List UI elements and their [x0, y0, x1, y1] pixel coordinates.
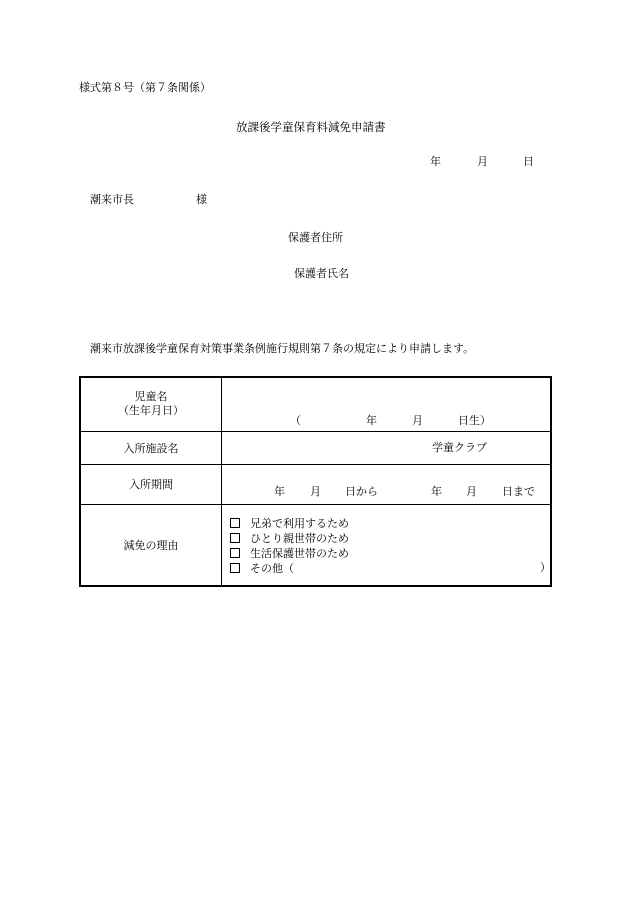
facility-row [80, 431, 551, 464]
from-day: 日から [345, 484, 378, 498]
reason-other-close-paren: ） [540, 560, 551, 574]
application-statement: 潮来市放課後学童保育対策事業条例施行規則第７条の規定により申請します。 [90, 342, 475, 355]
birth-month: 月 [412, 414, 423, 427]
facility-suffix: 学童クラブ [432, 440, 487, 454]
reason-row [80, 504, 551, 586]
birth-year: 年 [366, 414, 377, 427]
reason-option-other[interactable] [230, 561, 349, 576]
checkbox-icon[interactable] [230, 518, 240, 528]
date-day: 日 [523, 155, 534, 168]
child-name-label: 児童名 [134, 390, 168, 404]
period-label: 入所期間 [129, 478, 173, 491]
birth-open-paren: （ [290, 414, 301, 427]
facility-label-cell [80, 431, 222, 464]
reason-checkbox-list [230, 516, 349, 576]
facility-value-cell[interactable] [222, 431, 552, 464]
to-year: 年 [431, 484, 442, 498]
child-row [80, 377, 551, 431]
period-row [80, 464, 551, 504]
facility-label: 入所施設名 [123, 441, 179, 455]
reason-option-label: ひとり親世帯のため [250, 531, 349, 545]
application-table [79, 376, 552, 587]
guardian-name-label: 保護者氏名 [294, 267, 349, 280]
period-value-cell[interactable] [222, 464, 552, 504]
addressee-name: 潮来市長 [90, 193, 134, 206]
guardian-address-label: 保護者住所 [288, 231, 343, 244]
birth-day-close: 日生） [458, 414, 491, 427]
from-year: 年 [274, 484, 285, 498]
child-birthdate-label: （生年月日） [118, 404, 184, 418]
checkbox-icon[interactable] [230, 563, 240, 573]
reason-label-cell [80, 504, 222, 586]
child-label-cell [80, 377, 222, 431]
reason-option-welfare[interactable] [230, 546, 349, 561]
checkbox-icon[interactable] [230, 533, 240, 543]
date-year: 年 [430, 155, 441, 168]
reason-option-siblings[interactable] [230, 516, 349, 531]
checkbox-icon[interactable] [230, 548, 240, 558]
reason-option-label: その他（ [250, 561, 294, 575]
reason-option-label: 兄弟で利用するため [250, 516, 349, 530]
reason-label: 減免の理由 [123, 538, 179, 552]
reason-value-cell [222, 504, 552, 586]
document-title: 放課後学童保育料減免申請書 [236, 120, 386, 134]
reason-option-label: 生活保護世帯のため [250, 546, 349, 560]
from-month: 月 [310, 484, 321, 498]
child-value-cell[interactable] [222, 377, 552, 431]
period-label-cell [80, 464, 222, 504]
form-number: 様式第８号（第７条関係） [79, 81, 211, 94]
to-month: 月 [466, 484, 477, 498]
date-month: 月 [477, 155, 488, 168]
addressee-honorific: 様 [196, 193, 207, 206]
to-day: 日まで [502, 484, 535, 498]
reason-option-single-parent[interactable] [230, 531, 349, 546]
